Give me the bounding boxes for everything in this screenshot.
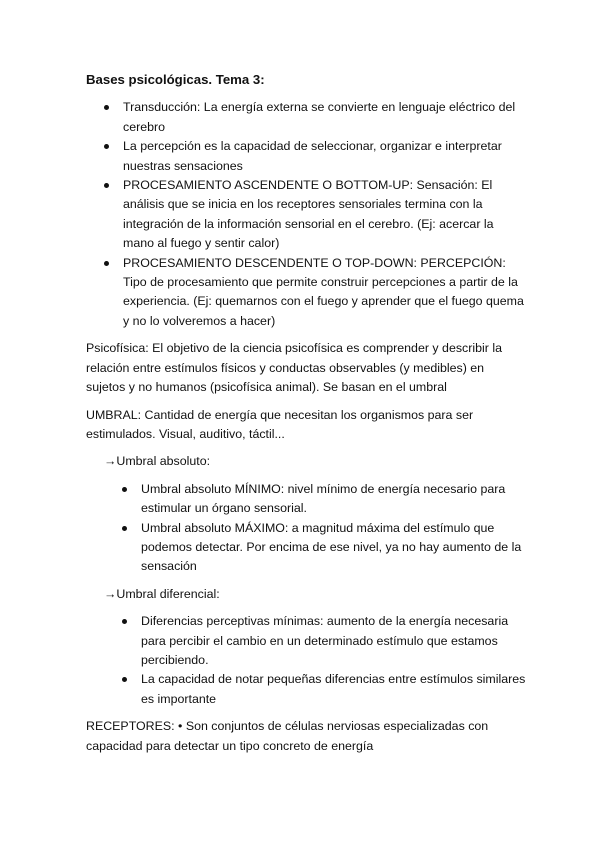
bullet-icon xyxy=(122,487,127,492)
list-item: PROCESAMIENTO ASCENDENTE O BOTTOM-UP: Sensación: El análisis que se inicia en los receptores sensoriales termina con la integración de la información sensorial en el cerebro. (Ej: acercar la mano al fuego y sentir calor) xyxy=(102,176,526,254)
bullet-icon xyxy=(104,183,109,188)
bullet-icon xyxy=(122,619,127,624)
list-item: Transducción: La energía externa se convierte en lenguaje eléctrico del cerebro xyxy=(102,98,526,137)
document-content xyxy=(86,70,526,756)
list-item: La capacidad de notar pequeñas diferencias entre estímulos similares es importante xyxy=(120,670,526,709)
umbral-diferencial-heading: →Umbral diferencial: xyxy=(104,586,220,601)
receptores-paragraph: RECEPTORES: • Son conjuntos de células nerviosas especializadas con capacidad para detectar un tipo concreto de energía xyxy=(86,719,489,753)
psicofisica-paragraph: Psicofísica: El objetivo de la ciencia psicofísica es comprender y describir la relación entre estímulos físicos y conductas observables (y medibles) en sujetos y no humanos (psicofísica animal). Se basan en el umbral xyxy=(86,341,502,395)
list-item: La percepción es la capacidad de seleccionar, organizar e interpretar nuestras sensaciones xyxy=(102,137,526,176)
intro-bullet-list xyxy=(102,98,526,331)
bullet-icon xyxy=(104,261,109,266)
umbral-diferencial-list xyxy=(120,612,526,709)
umbral-absoluto-list xyxy=(120,480,526,577)
list-item: Umbral absoluto MÁXIMO: a magnitud máxima del estímulo que podemos detectar. Por encima de ese nivel, ya no hay aumento de la sensación xyxy=(120,519,526,577)
bullet-icon xyxy=(104,105,109,110)
list-item: Diferencias perceptivas mínimas: aumento de la energía necesaria para percibir el cambio en un determinado estímulo que estamos percibiendo. xyxy=(120,612,526,670)
list-item: PROCESAMIENTO DESCENDENTE O TOP-DOWN: PERCEPCIÓN: Tipo de procesamiento que permite construir percepciones a partir de la experiencia. (Ej: quemarnos con el fuego y aprender que el fuego quema y no lo volveremos a hacer) xyxy=(102,254,526,332)
umbral-absoluto-heading: →Umbral absoluto: xyxy=(104,454,211,469)
bullet-icon xyxy=(122,526,127,531)
bullet-icon xyxy=(104,144,109,149)
list-item: Umbral absoluto MÍNIMO: nivel mínimo de energía necesario para estimular un órgano sensorial. xyxy=(120,480,526,519)
bullet-icon xyxy=(122,677,127,682)
umbral-paragraph: UMBRAL: Cantidad de energía que necesitan los organismos para ser estimulados. Visual, auditivo, táctil... xyxy=(86,407,474,441)
document-title: Bases psicológicas. Tema 3: xyxy=(86,72,265,87)
